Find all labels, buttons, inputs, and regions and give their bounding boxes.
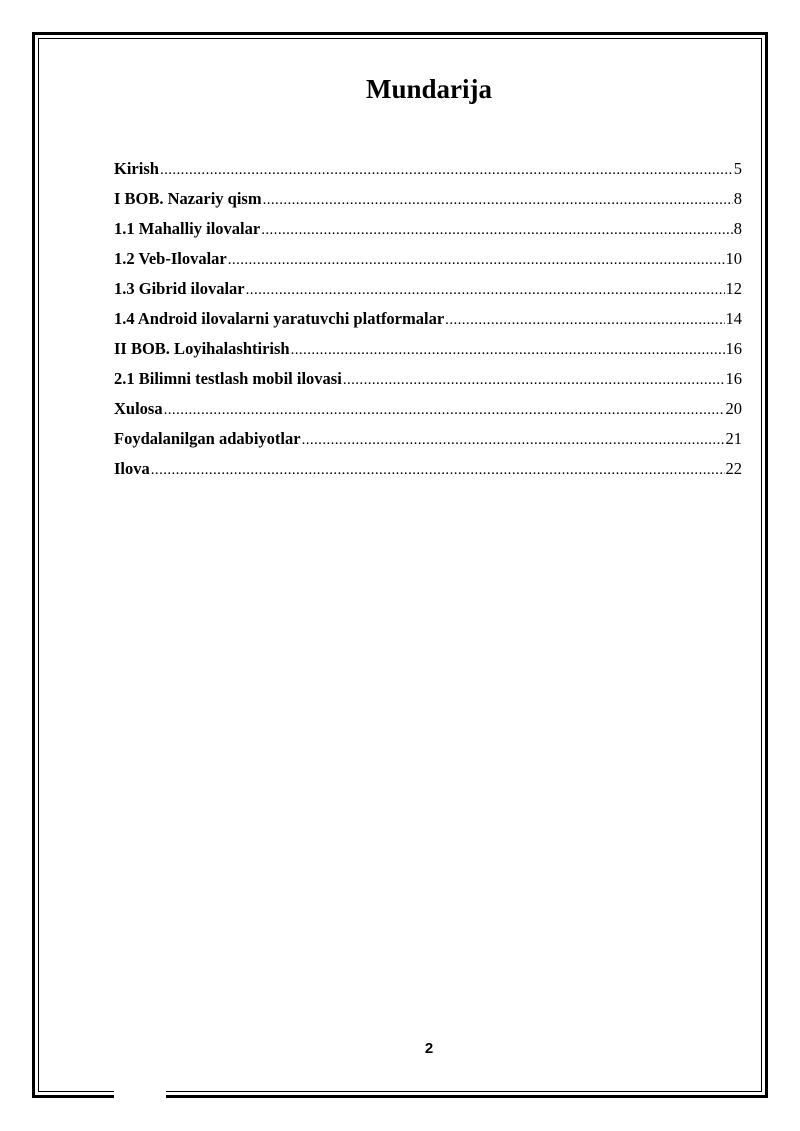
toc-leader-dots [343,368,725,392]
toc-entry[interactable] [114,427,742,457]
toc-entry-page: 5 [733,159,742,178]
toc-entry-label: 1.3 Gibrid ilovalar [114,279,245,298]
toc-entry-page: 16 [725,339,742,358]
toc-entry-page: 21 [725,429,742,448]
toc-entry[interactable] [114,397,742,427]
toc-entry[interactable] [114,307,742,337]
toc-entry[interactable] [114,457,742,487]
toc-leader-dots [445,308,724,332]
toc-entry-label: Ilova [114,459,150,478]
toc-entry-page: 8 [733,189,742,208]
toc-entry-page: 16 [725,369,742,388]
toc-entry-label: Kirish [114,159,159,178]
toc-entry[interactable] [114,367,742,397]
toc-entry-page: 8 [733,219,742,238]
toc-entry-page: 10 [725,249,742,268]
toc-entry-label: Xulosa [114,399,163,418]
table-of-contents [114,157,742,487]
toc-entry[interactable] [114,157,742,187]
toc-entry-label: Foydalanilgan adabiyotlar [114,429,301,448]
toc-entry-page: 12 [725,279,742,298]
toc-entry[interactable] [114,277,742,307]
page-title: Mundarija [365,74,492,104]
toc-leader-dots [228,248,725,272]
toc-leader-dots [160,158,733,182]
toc-entry-label: 1.4 Android ilovalarni yaratuvchi platformalar [114,309,445,328]
toc-entry-label: 1.2 Veb-Ilovalar [114,249,227,268]
toc-entry[interactable] [114,187,742,217]
toc-entry-label: 1.1 Mahalliy ilovalar [114,219,261,238]
toc-leader-dots [151,458,725,482]
toc-entry-page: 22 [725,459,742,478]
toc-leader-dots [261,218,733,242]
toc-leader-dots [302,428,725,452]
toc-leader-dots [246,278,725,302]
toc-entry-label: II BOB. Loyihalashtirish [114,339,290,358]
toc-entry[interactable] [114,337,742,367]
toc-leader-dots [291,338,725,362]
toc-entry[interactable] [114,217,742,247]
toc-leader-dots [164,398,725,422]
page-number: 2 [424,1040,434,1057]
toc-entry-page: 20 [725,399,742,418]
toc-entry-label: I BOB. Nazariy qism [114,189,262,208]
border-gap [114,1090,166,1098]
toc-entry-label: 2.1 Bilimni testlash mobil ilovasi [114,369,342,388]
toc-leader-dots [263,188,733,212]
toc-entry[interactable] [114,247,742,277]
toc-entry-page: 14 [725,309,742,328]
